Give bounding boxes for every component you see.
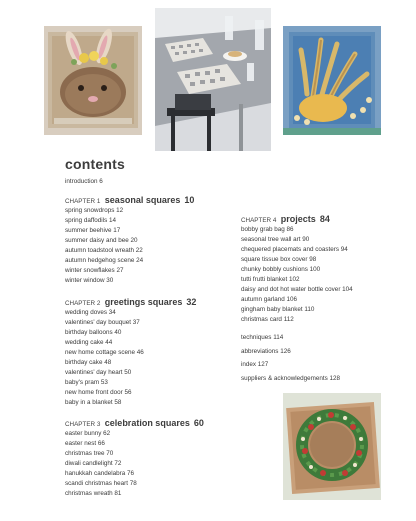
chapter-heading [65,193,194,205]
toc-entry: easter bunny 62 [65,430,111,437]
chapter-2-section [65,295,196,408]
chapter-entries [65,206,194,286]
chapter-page: 10 [184,195,195,205]
toc-entry: christmas tree 70 [65,450,114,457]
toc-entry: autumn hedgehog scene 24 [65,257,144,264]
back-matter-list [241,333,340,387]
chapter-entries [65,429,204,499]
chapter-name: seasonal squares [104,195,181,205]
toc-entry: scandi christmas heart 78 [65,480,137,487]
toc-entry: gingham baby blanket 110 [241,306,315,313]
toc-entry: christmas card 112 [241,316,294,323]
toc-entry: daisy and dot hot water bottle cover 104 [241,286,353,293]
toc-entry: chequered placemats and coasters 94 [241,246,348,253]
chapter-label: CHAPTER 2 [65,300,101,307]
contents-title: contents [65,156,125,172]
sunburst-square-photo [283,26,381,135]
toc-entry: winter snowflakes 27 [65,267,124,274]
toc-entry: autumn toadstool wreath 22 [65,247,143,254]
toc-entry-suppliers: suppliers & acknowledgements 128 [241,374,341,382]
chapter-page: 84 [319,214,330,224]
toc-entry: easter nest 66 [65,440,105,447]
placemats-on-table-photo [155,8,271,151]
toc-entry: wedding doves 34 [65,309,116,316]
toc-entry: hanukkah candelabra 76 [65,470,134,477]
chapter-heading [65,416,204,428]
chapter-page: 60 [193,418,204,428]
toc-entry: spring daffodils 14 [65,217,116,224]
easter-bunny-square-photo [44,26,142,135]
toc-entry: valentines' day bouquet 37 [65,319,140,326]
chapter-name: projects [280,214,316,224]
toc-entry-techniques: techniques 114 [241,334,284,341]
toc-entry: new home cottage scene 46 [65,349,144,356]
toc-entry: summer beehive 17 [65,227,121,234]
toc-entry: diwali candlelight 72 [65,460,122,467]
chapter-entries [65,308,196,408]
toc-entry: chunky bobbly cushions 100 [241,266,321,273]
toc-entry: seasonal tree wall art 90 [241,236,310,243]
toc-entry-abbreviations: abbreviations 126 [241,347,291,355]
toc-entry: baby in a blanket 58 [65,399,122,406]
chapter-1-section [65,193,194,286]
toc-entry-index: index 127 [241,361,269,368]
chapter-page: 32 [186,297,197,307]
chapter-heading [65,295,196,307]
toc-entry: winter window 30 [65,277,114,284]
toc-entry: spring snowdrops 12 [65,207,124,214]
toc-entry: tutti frutti blanket 102 [241,276,300,283]
chapter-heading [241,212,353,224]
toc-entry: square tissue box cover 98 [241,256,317,263]
toc-entry: summer daisy and bee 20 [65,237,138,244]
toc-entry: new home front door 56 [65,389,132,396]
toc-entry: bobby grab bag 86 [241,226,294,233]
chapter-name: celebration squares [104,418,190,428]
chapter-label: CHAPTER 1 [65,198,101,205]
toc-entry: christmas wreath 81 [65,490,122,497]
toc-entry: birthday cake 48 [65,359,112,366]
toc-entry: baby's pram 53 [65,379,108,386]
toc-entry: birthday balloons 40 [65,329,122,336]
chapter-name: greetings squares [104,297,183,307]
chapter-3-section [65,416,204,499]
toc-entry: wedding cake 44 [65,339,113,346]
christmas-wreath-square-photo [283,393,381,500]
chapter-label: CHAPTER 4 [241,217,277,224]
chapter-4-section [241,212,353,325]
chapter-label: CHAPTER 3 [65,421,101,428]
chapter-entries [241,225,353,325]
toc-entry: valentines' day heart 50 [65,369,132,376]
toc-entry: autumn garland 106 [241,296,298,303]
intro-entry: introduction 6 [65,178,103,185]
